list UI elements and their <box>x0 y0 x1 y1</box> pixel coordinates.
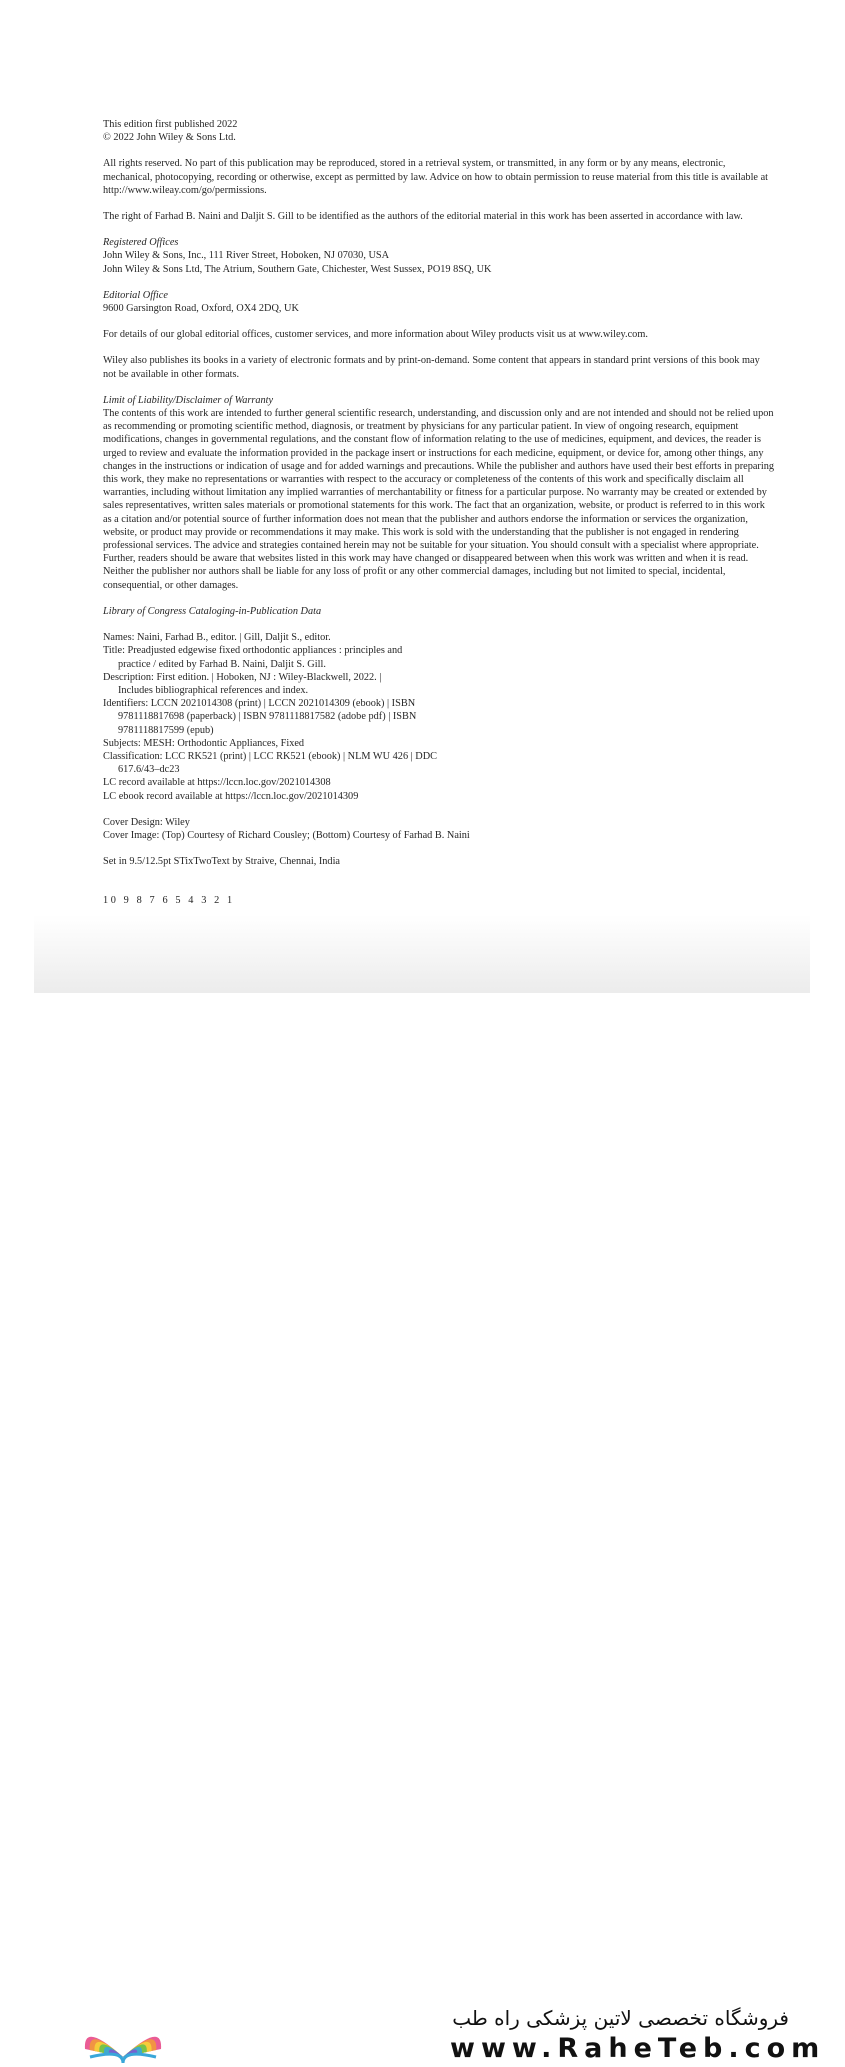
print-counter: 10 9 8 7 6 5 4 3 2 1 <box>103 895 235 907</box>
typeset-block <box>103 855 775 868</box>
book-page <box>34 0 810 993</box>
cip-title-cont: practice / edited by Farhad B. Naini, Daljit S. Gill. <box>118 658 326 670</box>
warranty-block <box>103 394 775 592</box>
rights-block <box>103 157 775 197</box>
store-url[interactable]: www.RaheTeb.com <box>450 2033 826 2064</box>
cip-identifiers: Identifiers: LCCN 2021014308 (print) | LCCN 2021014309 (ebook) | ISBN <box>103 698 416 710</box>
rights-paragraph: All rights reserved. No part of this publication may be reproduced, stored in a retrieval system, or transmitted, in any form or by any means, electronic, mechanical, photocopying, recording or otherwise, except as permitted by law. Advice on how to obtain permission to reuse material from this title is available at http://www.wileay.com/go/permissions. <box>103 158 769 196</box>
typeset-line: Set in 9.5/12.5pt STixTwoText by Straive, Chennai, India <box>103 856 340 868</box>
editorial-office-address: 9600 Garsington Road, Oxford, OX4 2DQ, UK <box>103 303 299 315</box>
cover-block <box>103 816 775 842</box>
cip-heading-block <box>103 605 775 618</box>
open-book-rainbow-icon <box>80 2001 166 2067</box>
store-name: فروشگاه تخصصی لاتین پزشکی راه طب <box>452 2006 789 2030</box>
cip-description: Description: First edition. | Hoboken, NJ : Wiley-Blackwell, 2022. | <box>103 671 382 683</box>
editorial-office-block <box>103 289 775 315</box>
warranty-paragraph: The contents of this work are intended to further general scientific research, understanding, and discussion only and are not intended and should not be relied upon as recommending or promoting scientific method, diagnosis, or treatment by physicians for any particular patient. In view of ongoing research, equipment modifications, changes in governmental regulations, and the constant flow of information relating to the use of medicines, equipment, and devices, the reader is urged to review and evaluate the information provided in the package insert or instructions for each medicine, equipment, or device for, among other things, any changes in the instructions or indication of usage and for added warnings and precautions. While the publisher and authors have used their best efforts in preparing this work, they make no representations or warranties with respect to the accuracy or completeness of the contents of this work and specifically disclaim all warranties, including without limitation any implied warranties of merchantability or fitness for a particular purpose. No warranty may be created or extended by sales representatives, written sales materials or promotional statements for this work. The fact that an organization, website, or product is referred to in this work as a citation and/or potential source of further information does not mean that the publisher and authors endorse the information or services the organization, website, or product may provide or recommendations it may make. This work is sold with the understanding that the publisher is not engaged in rendering professional services. The advice and strategies contained herein may not be suitable for your situation. You should consult with a specialist where appropriate. Further, readers should be aware that websites listed in this work may have changed or disappeared between when this work was written and when it is read. Neither the publisher nor authors shall be liable for any loss of profit or any other commercial damages, including but not limited to special, incidental, consequential, or other damages. <box>103 408 775 591</box>
cip-names: Names: Naini, Farhad B., editor. | Gill, Daljit S., editor. <box>103 632 331 644</box>
office-address: John Wiley & Sons, Inc., 111 River Street, Hoboken, NJ 07030, USA <box>103 250 390 262</box>
details-paragraph: For details of our global editorial offices, customer services, and more information about Wiley products visit us at www.wiley.com. <box>103 329 648 341</box>
cip-data-block <box>103 631 775 803</box>
cip-classification-cont: 617.6/43–dc23 <box>118 764 180 776</box>
editorial-office-heading: Editorial Office <box>103 289 168 301</box>
office-address: John Wiley & Sons Ltd, The Atrium, Southern Gate, Chichester, West Sussex, PO19 8SQ, UK <box>103 263 492 275</box>
cip-subjects: Subjects: MESH: Orthodontic Appliances, Fixed <box>103 737 305 749</box>
formats-block <box>103 354 775 380</box>
cip-lc-ebook-record: LC ebook record available at https://lccn.loc.gov/2021014309 <box>103 790 359 802</box>
cip-description-cont: Includes bibliographical references and index. <box>118 684 309 696</box>
registered-offices-heading: Registered Offices <box>103 237 179 249</box>
edition-line: This edition first published 2022 <box>103 119 238 130</box>
cover-design: Cover Design: Wiley <box>103 816 190 828</box>
formats-paragraph: Wiley also publishes its books in a variety of electronic formats and by print-on-demand. Some content that appears in standard print versions of this book may not be available in other formats. <box>103 355 760 380</box>
cip-lc-record: LC record available at https://lccn.loc.gov/2021014308 <box>103 777 331 789</box>
authors-right-paragraph: The right of Farhad B. Naini and Daljit S. Gill to be identified as the authors of the editorial material in this work has been asserted in accordance with law. <box>103 211 743 223</box>
store-footer <box>0 993 845 2064</box>
cip-classification: Classification: LCC RK521 (print) | LCC RK521 (ebook) | NLM WU 426 | DDC <box>103 750 438 762</box>
warranty-heading: Limit of Liability/Disclaimer of Warranty <box>103 394 274 406</box>
authors-right-block <box>103 210 775 223</box>
copyright-page-text <box>103 118 775 918</box>
cover-image-credit: Cover Image: (Top) Courtesy of Richard Cousley; (Bottom) Courtesy of Farhad B. Naini <box>103 829 470 841</box>
edition-block <box>103 118 775 144</box>
cip-identifiers-cont: 9781118817599 (epub) <box>118 724 214 736</box>
cip-heading: Library of Congress Cataloging-in-Publication Data <box>103 605 322 617</box>
details-block <box>103 328 775 341</box>
copyright-line: © 2022 John Wiley & Sons Ltd. <box>103 132 236 144</box>
cip-title: Title: Preadjusted edgewise fixed orthodontic appliances : principles and <box>103 645 403 657</box>
cip-identifiers-cont: 9781118817698 (paperback) | ISBN 9781118817582 (adobe pdf) | ISBN <box>118 711 417 723</box>
registered-offices-block <box>103 236 775 276</box>
